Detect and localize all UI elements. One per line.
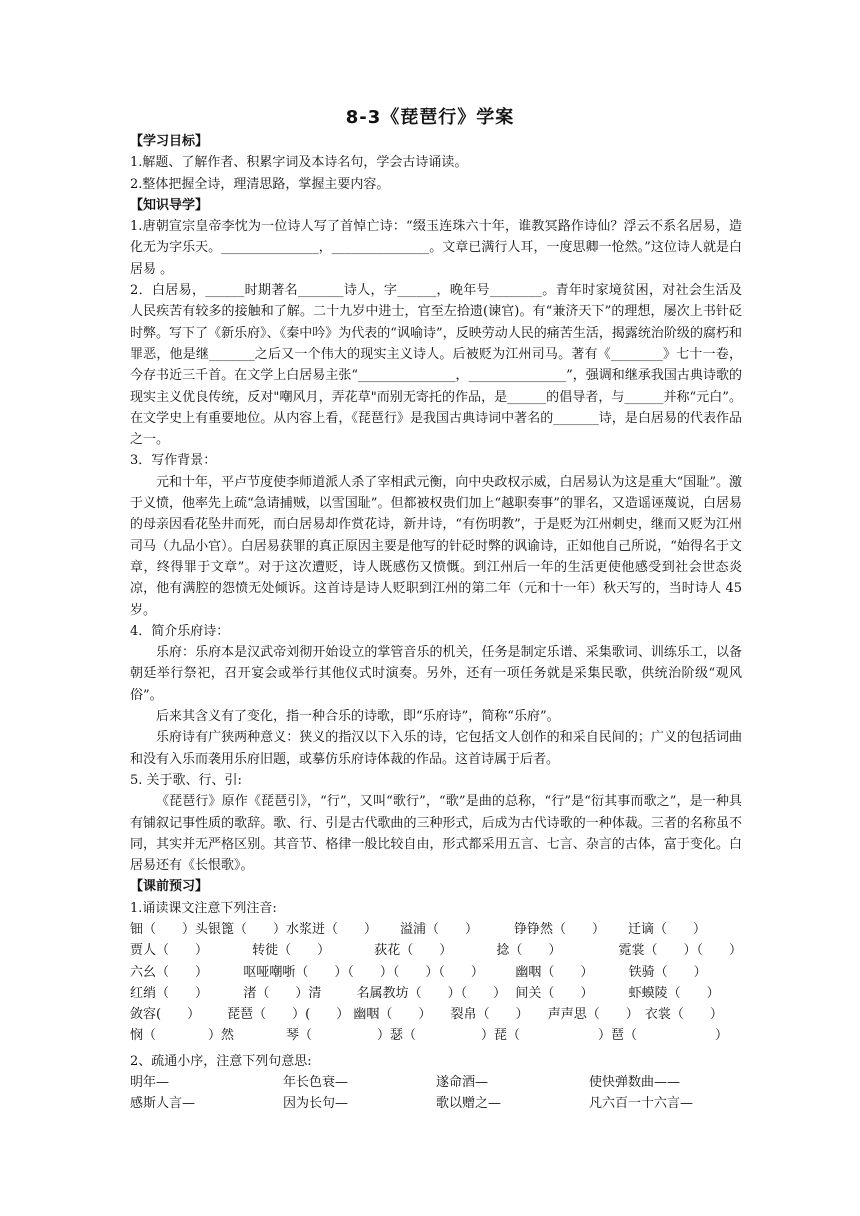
- knowledge-item-5-body: 《琵琶行》原作《琵琶引》，“行”，又叫“歌行”，“歌”是曲的总称，“行”是“衍其事而歌之”，是一种具有铺叙记事性质的歌辞。歌、行、引是古代歌曲的三种形式，后成为古代诗歌的一种体裁。三者的名称虽不同，其实并无严格区别。其音节、格律一般比较自由，形式都采用五言、七言、杂言的古体，富于变化。白居易还有《长恨歌》。: [130, 794, 742, 874]
- knowledge-item-1: 1.唐朝宣宗皇帝李忱为一位诗人写了首悼亡诗：“缀玉连珠六十年，谁教冥路作诗仙？浮云不系名居易，造化无为字乐天。_______________，_______________。文章已满行人耳，一度思卿一怆然。”这位诗人就是白居易 。: [130, 219, 742, 277]
- knowledge-item-4-paragraph: 乐府：乐府本是汉武帝刘彻开始设立的掌管音乐的机关，任务是制定乐谱、采集歌词、训练乐工，以备朝廷举行祭祀，召开宴会或举行其他仪式时演奏。另外，还有一项任务就是采集民歌，供统治阶级“观风俗”。: [130, 645, 742, 703]
- pinyin-cell: 悯（ ）然: [130, 1028, 235, 1044]
- knowledge-item-3-body: 元和十年，平卢节度使李师道派人杀了宰相武元衡，向中央政权示威，白居易认为这是重大“国耻”。激于义愤，他率先上疏“急请捕贼，以雪国耻”。但都被权贵们加上“越职奏事”的罪名，又造谣诬蔑说，白居易的母亲因看花坠井而死，而白居易却作赏花诗，新井诗，“有伤明教”，于是贬为江州刺史，继而又贬为江州司马（九品小官）。白居易获罪的真正原因主要是他写的针砭时弊的讽谕诗，正如他自己所说，“始得名于文章，终得罪于文章”。对于这次遭贬，诗人既感伤又愤慨。到江州后一年的生活更使他感受到社会世态炎凉，他有满腔的怨愤无处倾诉。这首诗是诗人贬职到江州的第二年（元和十一年）秋天写的，当时诗人 45 岁。: [130, 474, 742, 618]
- pinyin-cell: 贾人（ ）: [130, 943, 209, 959]
- pinyin-cell: 转徙（ ）: [252, 943, 331, 959]
- pinyin-row: [130, 962, 742, 983]
- preface-cell: 使快弹数曲——: [589, 1075, 681, 1091]
- goal-item: 2.整体把握全诗，理清思路，掌握主要内容。: [130, 176, 390, 192]
- pinyin-cell: 渚（ ）清: [243, 985, 322, 1001]
- pinyin-cell: 水浆迸（ ）: [286, 921, 378, 937]
- pinyin-cell: 衣裳（ ）: [644, 1007, 723, 1023]
- pinyin-row: [130, 1004, 742, 1025]
- preface-cell: 凡六百一十六言—: [589, 1096, 694, 1112]
- knowledge-item-4-paragraph: 乐府诗有广狭两种意义：狭义的指汉以下入乐的诗，它包括文人创作的和采自民间的；广义的包括词曲和没有入乐而袭用乐府旧题，或摹仿乐府诗体裁的作品。这首诗属于后者。: [130, 730, 742, 767]
- preface-cell: 歌以赠之—: [436, 1096, 502, 1112]
- knowledge-item-2: 2．白居易，______时期著名_______诗人，字______，晚年号________。青年时家境贫困，对社会生活及人民疾苦有较多的接触和了解。二十九岁中进士，官至左拾遗(谏官)。有“兼济天下”的理想，屡次上书针砭时弊。写下了《新乐府》、《秦中吟》为代表的“讽喻诗”，反映劳动人民的痛苦生活，揭露统治阶级的腐朽和罪恶，他是继_______之后又一个伟大的现实主义诗人。后被贬为江州司马。著有《________》七十一卷，今存书近三千首。在文学上白居易主张“_______________，_______________”，强调和继承我国古典诗歌的现实主义优良传统，反对"嘲风月，弄花草"而别无寄托的作品，是______的倡导者，与______并称“元白”。在文学史上有重要地位。从内容上看，《琵琶行》是我国古典诗词中著名的_______诗，是白居易的代表作品之一。: [130, 283, 742, 448]
- pinyin-cell: 钿（ ）头银篦（ ）: [130, 921, 287, 937]
- section-heading-knowledge: 【知识导学】: [130, 197, 209, 213]
- pinyin-cell: 迁谪（ ）: [628, 921, 707, 937]
- pinyin-cell: 霓裳（ ）（ ）: [618, 943, 743, 959]
- document-body: [130, 131, 742, 1115]
- knowledge-item-5-heading: 5. 关于歌、行、引:: [130, 772, 242, 788]
- pinyin-cell: 琴（ ）瑟（ ）琵（ ）琶（ ）: [286, 1028, 729, 1044]
- pinyin-cell: 幽咽（ ）: [353, 1007, 432, 1023]
- pinyin-cell: 六幺（ ）: [130, 964, 209, 980]
- preview-item-2-heading: 2、疏通小序，注意下列句意思:: [130, 1053, 312, 1069]
- preface-cell: 遂命酒—: [436, 1075, 489, 1091]
- pinyin-cell: 红绡（ ）: [130, 985, 209, 1001]
- preface-row: [130, 1093, 742, 1114]
- pinyin-row: [130, 983, 742, 1004]
- knowledge-item-4-heading: 4．简介乐府诗：: [130, 623, 230, 639]
- pinyin-cell: 幽咽（ ）: [515, 964, 594, 980]
- section-heading-goals: 【学习目标】: [130, 134, 209, 149]
- section-heading-preview: 【课前预习】: [130, 879, 209, 895]
- pinyin-cell: 铮铮然（ ）: [514, 921, 606, 937]
- pinyin-cell: 铁骑（ ）: [628, 964, 707, 980]
- pinyin-cell: 溢浦（ ）: [400, 921, 479, 937]
- pinyin-cell: 敛容( ）: [130, 1007, 201, 1023]
- pinyin-cell: 名属教坊（ ）（ ）: [356, 985, 507, 1001]
- preface-row: [130, 1072, 742, 1093]
- pinyin-cell: 荻花（ ）: [374, 943, 453, 959]
- pinyin-cell: 虾蟆陵（ ）: [628, 985, 720, 1001]
- pinyin-row: [130, 1025, 742, 1046]
- preface-cell: 明年—: [130, 1075, 170, 1091]
- pinyin-cell: 呕哑嘲哳（ ）（ ）（ ）（ ）: [243, 964, 484, 980]
- knowledge-item-3-heading: 3．写作背景：: [130, 453, 217, 469]
- goal-item: 1.解题、了解作者、积累字词及本诗名句，学会古诗诵读。: [130, 155, 468, 171]
- pinyin-cell: 声声思（ ）: [547, 1007, 639, 1023]
- pinyin-row: [130, 919, 742, 940]
- pinyin-cell: 间关（ ）: [515, 985, 594, 1001]
- preface-cell: 年长色衰—: [283, 1075, 349, 1091]
- preface-cell: 感斯人言—: [130, 1096, 196, 1112]
- preview-item-1-heading: 1.诵读课文注意下列注音:: [130, 900, 277, 916]
- pinyin-cell: 琵琶（ ）( ）: [227, 1007, 350, 1023]
- pinyin-cell: 捻（ ）: [496, 943, 562, 959]
- pinyin-cell: 裂帛（ ）: [450, 1007, 529, 1023]
- pinyin-row: [130, 940, 742, 961]
- preface-cell: 因为长句—: [283, 1096, 349, 1112]
- page-title: 8-3《琵琶行》学案: [345, 107, 515, 128]
- knowledge-item-4-paragraph: 后来其含义有了变化，指一种合乐的诗歌，即“乐府诗”，简称“乐府”。: [156, 709, 560, 725]
